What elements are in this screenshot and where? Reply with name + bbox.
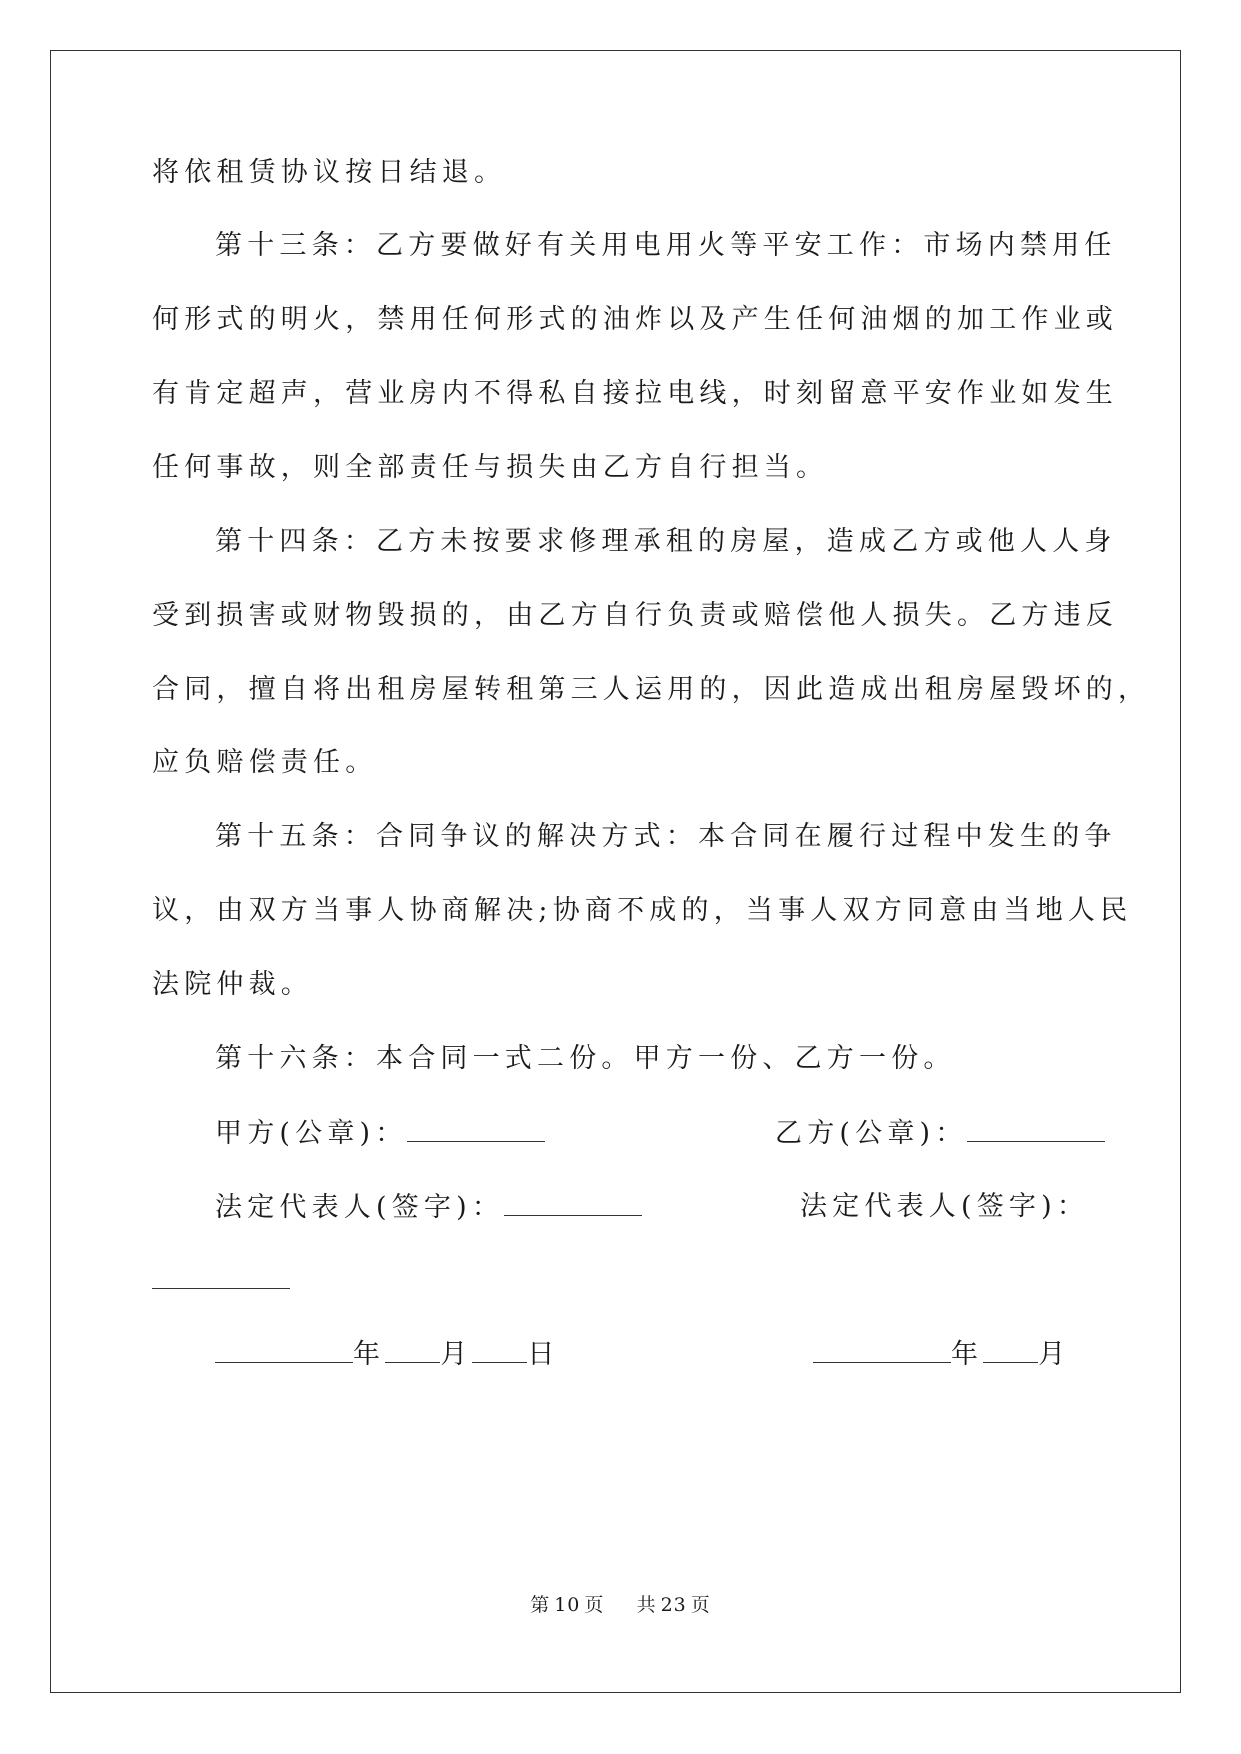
date-b-month-label: 月 (1038, 1339, 1071, 1370)
rep-b-blank-line (152, 1262, 290, 1299)
party-b-seal-blank[interactable] (967, 1115, 1105, 1142)
text-line: 第十五条：合同争议的解决方式：本合同在履行过程中发生的争 (215, 821, 1117, 852)
party-b-seal-label: 乙方(公章)： (775, 1118, 968, 1149)
page-prefix: 第 (530, 1594, 551, 1616)
party-a-seal-blank[interactable] (407, 1115, 545, 1142)
date-b (813, 1336, 1070, 1373)
rep-b-label: 法定代表人(签字)： (800, 1191, 1090, 1222)
date-a-month-blank[interactable] (385, 1336, 440, 1363)
date-a-year-label: 年 (353, 1339, 386, 1370)
text-line: 合同，擅自将出租房屋转租第三人运用的，因此造成出租房屋毁坏的， (152, 674, 1151, 705)
date-a-year-blank[interactable] (215, 1336, 353, 1363)
text-line: 将依租赁协议按日结退。 (152, 157, 507, 188)
text-line: 受到损害或财物毁损的，由乙方自行负责或赔偿他人损失。乙方违反 (152, 600, 1118, 631)
text-line: 第十四条：乙方未按要求修理承租的房屋，造成乙方或他人人身 (215, 526, 1117, 557)
date-a-month-label: 月 (440, 1339, 473, 1370)
page-suffix: 页 (584, 1594, 605, 1616)
party-a-seal (215, 1115, 545, 1152)
text-line: 有肯定超声，营业房内不得私自接拉电线，时刻留意平安作业如发生 (152, 378, 1118, 409)
date-b-year-blank[interactable] (813, 1336, 951, 1363)
rep-a-blank[interactable] (504, 1189, 642, 1216)
date-b-month-blank[interactable] (983, 1336, 1038, 1363)
total-prefix: 共 (636, 1594, 657, 1616)
text-line: 第十三条：乙方要做好有关用电用火等平安工作：市场内禁用任 (215, 230, 1117, 261)
text-line: 议，由双方当事人协商解决;协商不成的，当事人双方同意由当地人民 (152, 895, 1133, 926)
rep-a (215, 1189, 642, 1226)
text-line: 何形式的明火，禁用任何形式的油炸以及产生任何油烟的加工作业或 (152, 304, 1118, 335)
page-border (50, 50, 1181, 1693)
party-b-seal (775, 1115, 1105, 1152)
text-line: 法院仲裁。 (152, 969, 313, 1000)
date-b-year-label: 年 (951, 1339, 984, 1370)
text-line: 任何事故，则全部责任与损失由乙方自行担当。 (152, 452, 829, 483)
total-pages: 23 (660, 1594, 687, 1616)
text-line: 第十六条：本合同一式二份。甲方一份、乙方一份。 (215, 1043, 956, 1074)
date-a-day-blank[interactable] (472, 1336, 527, 1363)
party-a-seal-label: 甲方(公章)： (215, 1118, 408, 1149)
total-suffix: 页 (690, 1594, 711, 1616)
rep-b-blank[interactable] (152, 1262, 290, 1289)
rep-a-label: 法定代表人(签字)： (215, 1192, 505, 1223)
date-a-day-label: 日 (527, 1339, 560, 1370)
page-footer (0, 1590, 1241, 1617)
rep-b (800, 1189, 1089, 1225)
date-a (215, 1336, 560, 1373)
text-line: 应负赔偿责任。 (152, 747, 378, 778)
page-number: 10 (554, 1594, 581, 1616)
